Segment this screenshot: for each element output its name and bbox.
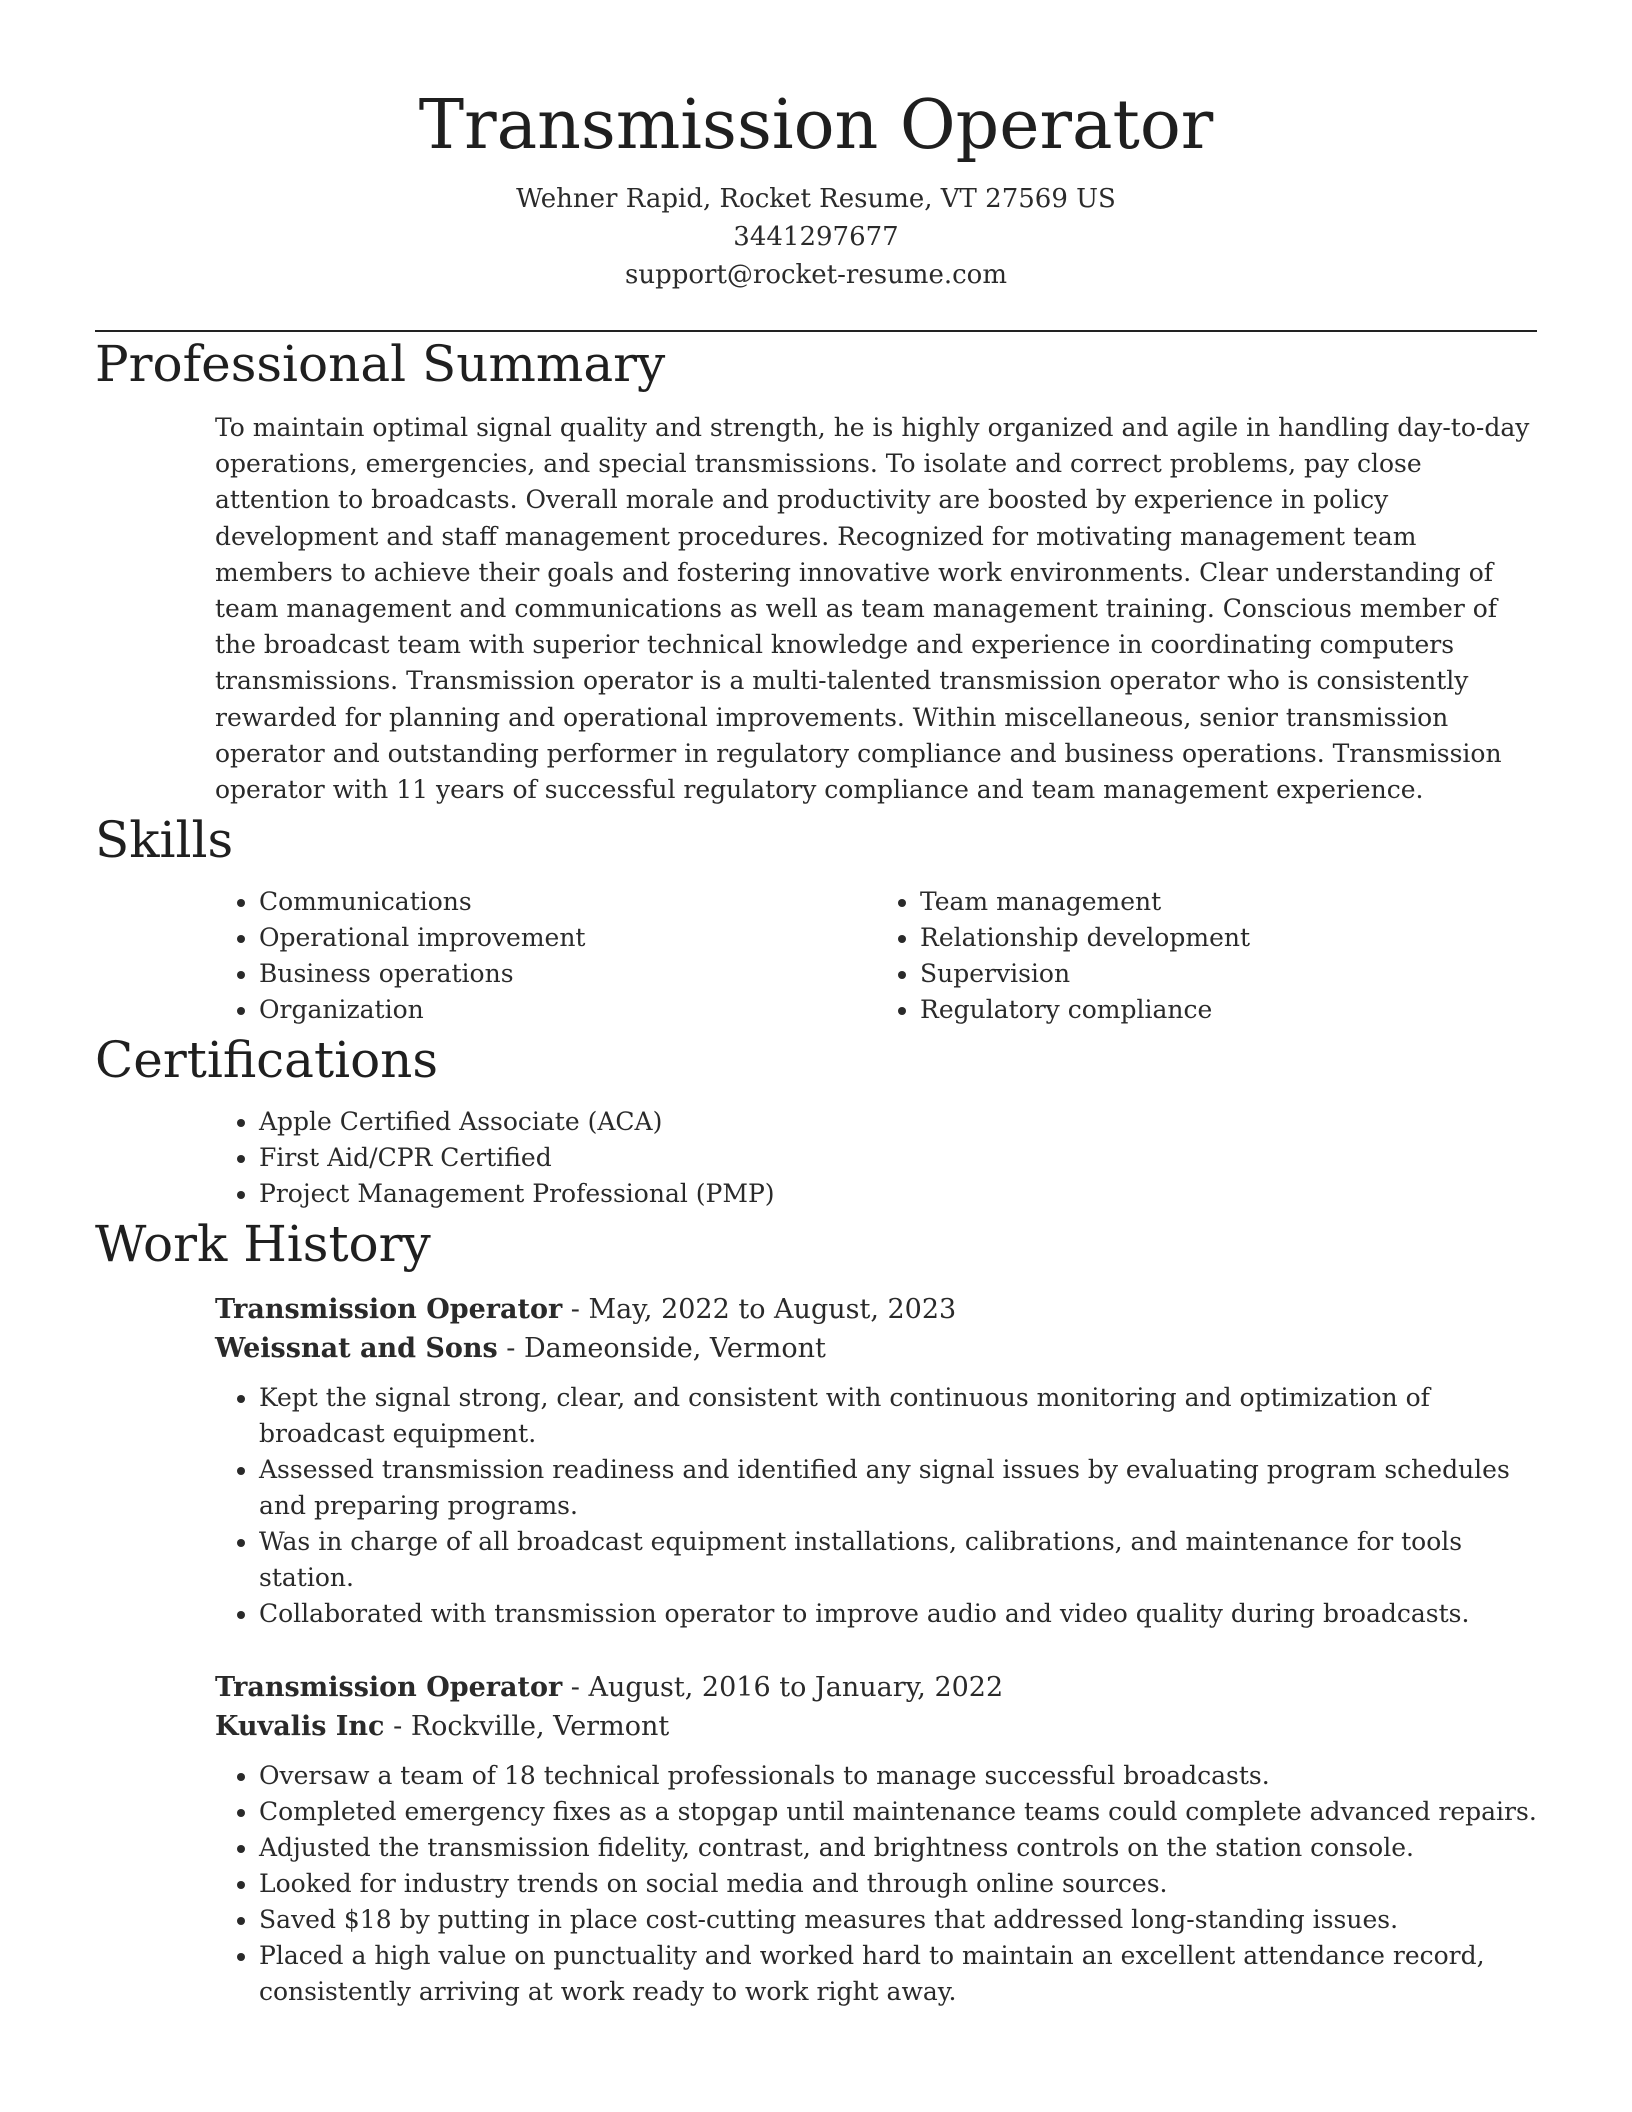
summary-text: To maintain optimal signal quality and strength, he is highly organized and agile in handling day-to-day operations, emergencies, and special transmissions. To isolate and correct problems, pay close attention to broadcasts. Overall morale and productivity are boosted by experience in policy development and staff management procedures. Recognized for motivating management team members to achieve their goals and fostering innovative work environments. Clear understanding of team management and communications as well as team management training. Conscious member of the broadcast team with superior technical knowledge and experience in coordinating computers transmissions. Transmission operator is a multi-talented transmission operator who is consistently rewarded for planning and operational improvements. Within miscellaneous, senior transmission operator and outstanding performer in regulatory compliance and business operations. Transmission operator with 11 years of successful regulatory compliance and team management experience. xyxy=(215,413,1530,805)
skill-item: • Business operations xyxy=(259,956,876,992)
summary-section xyxy=(95,332,1537,808)
job-bullet: • Placed a high value on punctuality and worked hard to maintain an excellent attendance record, consistently arriving at work ready to work right away. xyxy=(259,1938,1537,2010)
job-company-line: Kuvalis Inc - Rockville, Vermont xyxy=(215,1711,670,1743)
job-company: Weissnat and Sons xyxy=(215,1333,498,1365)
contact-email: support@rocket-resume.com xyxy=(624,260,1007,290)
job-bullets xyxy=(215,1380,1537,1632)
certifications-list xyxy=(215,1104,1537,1212)
skill-item: • Relationship development xyxy=(920,920,1537,956)
skill-item: • Operational improvement xyxy=(259,920,876,956)
job-title: Transmission Operator xyxy=(215,1672,563,1704)
work-history-heading: Work History xyxy=(95,1215,431,1274)
job-bullet: • Oversaw a team of 18 technical professionals to manage successful broadcasts. xyxy=(259,1758,1537,1794)
job-title-line: Transmission Operator - May, 2022 to August, 2023 xyxy=(215,1294,957,1326)
summary-heading: Professional Summary xyxy=(95,335,666,393)
job-bullet: • Saved $18 by putting in place cost-cutting measures that addressed long-standing issues. xyxy=(259,1902,1537,1938)
certification-item: • First Aid/CPR Certified xyxy=(259,1140,1537,1176)
job-bullet: • Was in charge of all broadcast equipment installations, calibrations, and maintenance for tools station. xyxy=(259,1524,1537,1596)
certifications-heading: Certifications xyxy=(95,1031,439,1090)
job-bullet: • Assessed transmission readiness and identified any signal issues by evaluating program schedules and preparing programs. xyxy=(259,1452,1537,1524)
skills-heading: Skills xyxy=(95,811,234,870)
job-bullet: • Collaborated with transmission operator to improve audio and video quality during broadcasts. xyxy=(259,1596,1537,1632)
job-title: Transmission Operator xyxy=(215,1294,563,1326)
job-bullet: • Kept the signal strong, clear, and consistent with continuous monitoring and optimization of broadcast equipment. xyxy=(259,1380,1537,1452)
skills-grid xyxy=(215,884,1537,1028)
skill-item: • Organization xyxy=(259,992,876,1028)
job-company-line: Weissnat and Sons - Dameonside, Vermont xyxy=(215,1333,826,1365)
certification-item: • Project Management Professional (PMP) xyxy=(259,1176,1537,1212)
skills-list-right xyxy=(876,884,1537,1028)
job-bullets xyxy=(215,1758,1537,2010)
job-bullet: • Looked for industry trends on social media and through online sources. xyxy=(259,1866,1537,1902)
job-entry xyxy=(215,1668,1537,2010)
skill-item: • Regulatory compliance xyxy=(920,992,1537,1028)
job-entry xyxy=(215,1290,1537,1632)
certification-item: • Apple Certified Associate (ACA) xyxy=(259,1104,1537,1140)
job-company: Kuvalis Inc xyxy=(215,1711,385,1743)
skill-item: • Communications xyxy=(259,884,876,920)
work-history-section xyxy=(95,1212,1537,2010)
skill-item: • Team management xyxy=(920,884,1537,920)
resume-title: Transmission Operator xyxy=(418,86,1214,165)
job-location: Dameonside, Vermont xyxy=(524,1333,826,1365)
job-bullet: • Adjusted the transmission fidelity, contrast, and brightness controls on the station console. xyxy=(259,1830,1537,1866)
contact-phone: 3441297677 xyxy=(733,222,899,252)
certifications-list-wrap xyxy=(215,1104,1537,1212)
job-title-line: Transmission Operator - August, 2016 to January, 2022 xyxy=(215,1672,1004,1704)
contact-block xyxy=(95,180,1537,294)
job-dates: August, 2016 to January, 2022 xyxy=(588,1672,1004,1704)
resume-header xyxy=(95,0,1537,294)
job-bullet: • Completed emergency fixes as a stopgap until maintenance teams could complete advanced repairs. xyxy=(259,1794,1537,1830)
skill-item: • Supervision xyxy=(920,956,1537,992)
certifications-section xyxy=(95,1028,1537,1212)
job-location: Rockville, Vermont xyxy=(410,1711,670,1743)
job-dates: May, 2022 to August, 2023 xyxy=(588,1294,957,1326)
skills-list-left xyxy=(215,884,876,1028)
skills-section xyxy=(95,808,1537,1028)
contact-address: Wehner Rapid, Rocket Resume, VT 27569 US xyxy=(516,184,1116,214)
